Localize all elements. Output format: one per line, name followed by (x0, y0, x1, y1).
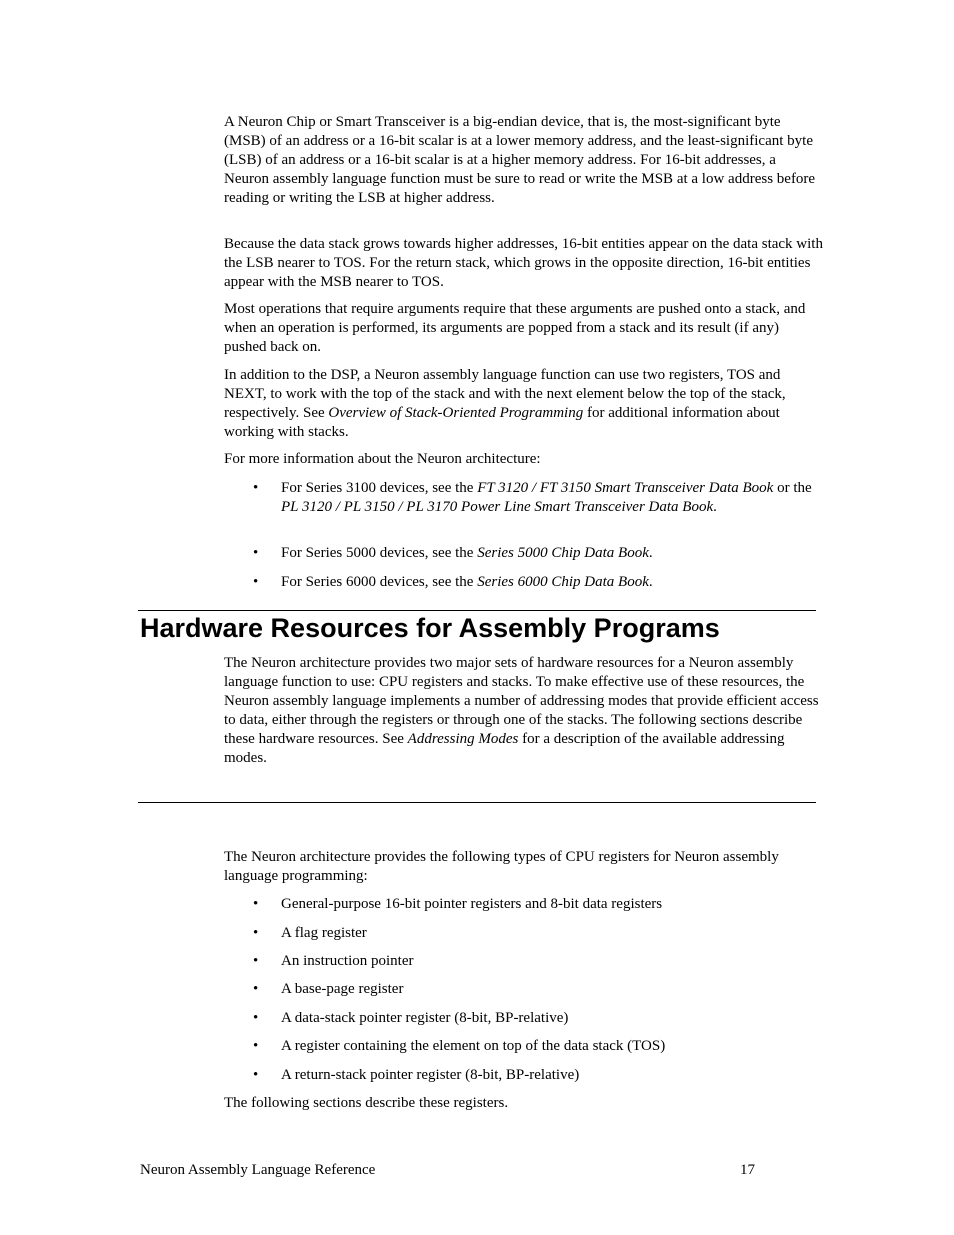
bullet: • (253, 1067, 259, 1083)
list-item: A flag register (281, 925, 367, 941)
cross-reference: Addressing Modes (407, 731, 519, 747)
paragraph-endianness: A Neuron Chip or Smart Transceiver is a big-endian device, that is, the most-significant byte (MSB) of an address or a 16-bit scalar is at a lower memory address, and the least-significant byte (LSB) of an address or a 16-bit scalar is at a higher memory address. For 16-bit addresses, a Neuron assembly language function must be sure to read or write the MSB at a low address before reading or writing the LSB at higher address. (224, 114, 816, 206)
cross-reference: Overview of Stack-Oriented Programming (328, 405, 584, 421)
section-heading: Hardware Resources for Assembly Programs (140, 613, 720, 643)
paragraph-data-stack: Because the data stack grows towards higher addresses, 16-bit entities appear on the data stack with the LSB nearer to TOS. For the return stack, which grows in the opposite direction, 16-bit entities appear with the MSB nearer to TOS. (224, 236, 823, 290)
paragraph-hardware-resources (224, 654, 824, 768)
list-item-text: . (713, 499, 717, 515)
paragraph-text: for a description of the available addressing modes. (224, 731, 785, 766)
list-item-text: For Series 3100 devices, see the (281, 480, 478, 496)
list-item (281, 544, 821, 563)
book-reference: Series 5000 Chip Data Book (477, 545, 649, 561)
list-item: A return-stack pointer register (8-bit, BP-relative) (281, 1067, 580, 1083)
bullet: • (253, 896, 259, 912)
list-item-text: For Series 6000 devices, see the (281, 574, 478, 590)
paragraph-outro: The following sections describe these registers. (224, 1095, 509, 1111)
bullet: • (253, 925, 259, 941)
bullet: • (253, 981, 259, 997)
list-item-text: or the (773, 480, 812, 496)
paragraph-text: for additional information about working with stacks. (224, 405, 780, 440)
bullet: • (253, 574, 259, 590)
bullet: • (253, 1038, 259, 1054)
footer-title: Neuron Assembly Language Reference (140, 1162, 376, 1178)
bullet: • (253, 545, 259, 561)
list-item (281, 573, 821, 592)
list-item-text: . (648, 574, 653, 590)
list-item-text: For Series 5000 devices, see the (281, 545, 478, 561)
paragraph-more-info: For more information about the Neuron architecture: (224, 451, 541, 467)
list-item-text: . (648, 545, 653, 561)
page-number: 17 (740, 1162, 755, 1178)
subsection-rule (138, 802, 816, 803)
paragraph-text: In addition to the DSP, a Neuron assembly language function can use two registers, TOS and NEXT, to work with the top of the stack and with the next element below the top of the stack, respectively. See (224, 367, 786, 421)
book-reference: FT 3120 / FT 3150 Smart Transceiver Data Book (477, 480, 774, 496)
list-item (281, 479, 821, 517)
bullet: • (253, 953, 259, 969)
list-item: A data-stack pointer register (8-bit, BP-relative) (281, 1010, 569, 1026)
list-item: A base-page register (281, 981, 404, 997)
bullet: • (253, 480, 259, 496)
bullet: • (253, 1010, 259, 1026)
paragraph-operations: Most operations that require arguments require that these arguments are pushed onto a stack, and when an operation is performed, its arguments are popped from a stack and its result (if any) pushed back on. (224, 301, 806, 355)
book-reference: Series 6000 Chip Data Book (477, 574, 649, 590)
paragraph-cpu-registers: The Neuron architecture provides the following types of CPU registers for Neuron assembly language programming: (224, 849, 779, 884)
list-item: An instruction pointer (281, 953, 414, 969)
list-item: General-purpose 16-bit pointer registers and 8-bit data registers (281, 896, 663, 912)
paragraph-text: The Neuron architecture provides two major sets of hardware resources for a Neuron assembly language function to use: CPU registers and stacks. To make effective use of these resources, the Neuron assembly language implements a number of addressing modes that provide efficient access to data, either through the registers or through one of the stacks. The following sections describe these hardware resources. See (224, 655, 819, 747)
book-reference: PL 3120 / PL 3150 / PL 3170 Power Line Smart Transceiver Data Book (281, 499, 714, 515)
list-item: A register containing the element on top of the data stack (TOS) (281, 1038, 666, 1054)
paragraph-registers-tos-next (224, 366, 824, 442)
